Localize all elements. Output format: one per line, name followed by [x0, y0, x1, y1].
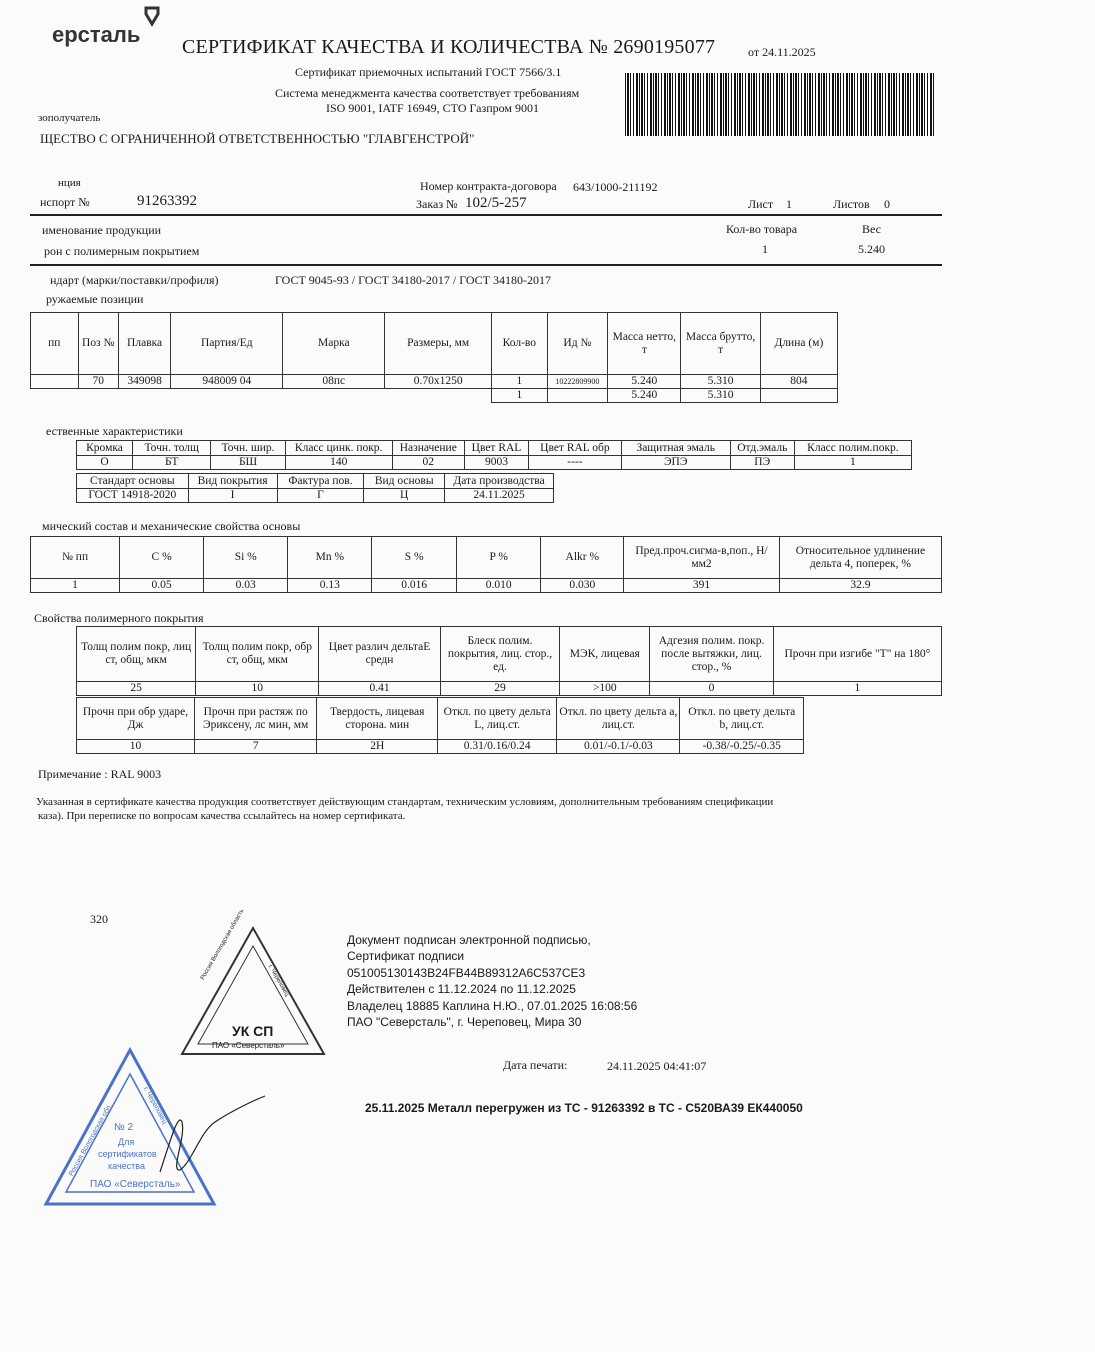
- quantity-value: 1: [762, 242, 768, 256]
- header-cell: Цвет RAL обр: [529, 441, 622, 456]
- header-cell: Точн. шир.: [211, 441, 285, 456]
- positions-table: [30, 312, 838, 403]
- header-cell: Толщ полим покр, обр ст, общ, мкм: [196, 627, 319, 682]
- weight-label: Вес: [862, 222, 881, 236]
- table-row: [31, 579, 942, 593]
- stamp-side-text: Россия Вологодская обл.: [68, 1102, 114, 1178]
- stamp-text: качества: [108, 1161, 145, 1171]
- certificate-title: СЕРТИФИКАТ КАЧЕСТВА И КОЛИЧЕСТВА № 2690195077: [182, 36, 716, 58]
- cell: 02: [392, 456, 464, 470]
- cell: 0.31/0.16/0.24: [438, 740, 557, 754]
- cell: 140: [285, 456, 392, 470]
- signature-cert-id: 051005130143B24FB44B89312A6C537CE3: [347, 965, 586, 980]
- coating-table-2: [76, 697, 804, 754]
- header-cell: Точн. толщ: [133, 441, 211, 456]
- empty-cell: [760, 389, 837, 403]
- remark: Примечание : RAL 9003: [38, 767, 162, 781]
- cell: 1: [491, 375, 547, 389]
- header-cell: Стандарт основы: [77, 474, 189, 489]
- header-cell: Размеры, мм: [385, 313, 492, 375]
- cell: БШ: [211, 456, 285, 470]
- cell: Г: [277, 489, 364, 503]
- reload-note: 25.11.2025 Металл перегружен из ТС - 91263392 в ТС - С520ВА39 ЕК440050: [365, 1101, 803, 1115]
- acceptance-test-note: Сертификат приемочных испытаний ГОСТ 7566/3.1: [295, 65, 562, 79]
- cell: 70: [78, 375, 118, 389]
- cell: 0.010: [456, 579, 541, 593]
- header-cell: Длина (м): [760, 313, 837, 375]
- cell: 9003: [464, 456, 528, 470]
- cell: 0.016: [372, 579, 457, 593]
- product-name: рон с полимерным покрытием: [44, 244, 200, 258]
- table-row: [77, 682, 942, 696]
- chemistry-table: [30, 536, 942, 593]
- empty-cell: [547, 389, 607, 403]
- header-cell: Цвет RAL: [464, 441, 528, 456]
- header-cell: Фактура пов.: [277, 474, 364, 489]
- stamp-text: сертификатов: [98, 1149, 157, 1159]
- quality-table-2: [76, 473, 554, 503]
- table-row: [77, 456, 912, 470]
- header-cell: пп: [31, 313, 79, 375]
- cell: 391: [624, 579, 780, 593]
- cell: 0.41: [319, 682, 440, 696]
- transport-number: 91263392: [137, 193, 197, 209]
- cell: ----: [529, 456, 622, 470]
- stamp-company: ПАО «Северсталь»: [90, 1179, 181, 1190]
- cell: 0.13: [288, 579, 372, 593]
- cell: 5.310: [681, 389, 760, 403]
- transport-label: нспорт №: [40, 195, 90, 209]
- quality-label: ественные характеристики: [46, 424, 183, 438]
- cell: 948009 04: [171, 375, 283, 389]
- table-header-row: [31, 537, 942, 579]
- header-cell: P %: [456, 537, 541, 579]
- logo-icon: [142, 6, 162, 30]
- signature-owner: Владелец 18885 Каплина Н.Ю., 07.01.2025 16:08:56: [347, 998, 638, 1013]
- company-logo: [22, 14, 162, 50]
- cell: 29: [440, 682, 560, 696]
- cell: 10222809900: [547, 375, 607, 389]
- cell: >100: [560, 682, 650, 696]
- signature-validity: Действителен с 11.12.2024 по 11.12.2025: [347, 982, 576, 997]
- cell: 1: [491, 389, 547, 403]
- header-cell: Вид основы: [364, 474, 445, 489]
- table-total-row: [31, 389, 838, 403]
- cell: Ц: [364, 489, 445, 503]
- header-cell: Партия/Ед: [171, 313, 283, 375]
- recipient-label: зополучатель: [38, 112, 101, 124]
- cell: 1: [794, 456, 911, 470]
- header-cell: C %: [120, 537, 204, 579]
- sheets-number: 0: [884, 197, 890, 211]
- stamp-side-text: Россия Вологодская область: [200, 908, 246, 981]
- station-label: нция: [58, 177, 81, 189]
- header-cell: Масса нетто, т: [608, 313, 681, 375]
- table-row: [77, 740, 804, 754]
- cell: -0.38/-0.25/-0.35: [680, 740, 804, 754]
- header-cell: Alkr %: [541, 537, 624, 579]
- certificate-date: от 24.11.2025: [748, 45, 816, 59]
- header-cell: Дата производства: [445, 474, 554, 489]
- header-cell: Кол-во: [491, 313, 547, 375]
- header-cell: Ид №: [547, 313, 607, 375]
- stamp-number: № 2: [114, 1122, 134, 1133]
- cell: 5.240: [608, 375, 681, 389]
- empty-cell: [31, 389, 492, 403]
- divider-bottom: [30, 264, 942, 266]
- product-name-label: именование продукции: [42, 223, 162, 237]
- standard-label: ндарт (марки/поставки/профиля): [50, 273, 219, 287]
- qms-note: Система менеджмента качества соответствует требованиям: [275, 86, 580, 100]
- cell: 10: [77, 740, 195, 754]
- cell: ЭПЭ: [621, 456, 730, 470]
- logo-text: ерсталь: [52, 22, 141, 47]
- header-cell: Пред.проч.сигма-в,поп., Н/мм2: [624, 537, 780, 579]
- weight-value: 5.240: [858, 242, 885, 256]
- stamp-company: ПАО «Северсталь»: [212, 1041, 285, 1050]
- cell: 7: [194, 740, 316, 754]
- table-row: [31, 375, 838, 389]
- sheets-label: Листов: [833, 197, 870, 211]
- conformity-text: Указанная в сертификате качества продукция соответствует действующим стандартам, техническим условиям, дополнительным требованиям спецификации: [36, 796, 774, 808]
- header-cell: Si %: [204, 537, 288, 579]
- header-cell: Твердость, лицевая сторона. мин: [317, 698, 438, 740]
- contract-number: 643/1000-211192: [573, 180, 658, 194]
- cell: 804: [760, 375, 837, 389]
- table-row: [77, 489, 554, 503]
- header-cell: Откл. по цвету дельта b, лиц.ст.: [680, 698, 804, 740]
- header-cell: МЭК, лицевая: [560, 627, 650, 682]
- header-cell: Цвет различ дельтаЕ средн: [319, 627, 440, 682]
- cell: 0: [650, 682, 773, 696]
- header-cell: Откл. по цвету дельта L, лиц.ст.: [438, 698, 557, 740]
- cell: О: [77, 456, 133, 470]
- cell: 10: [196, 682, 319, 696]
- sheet-label: Лист: [748, 197, 774, 211]
- cell: 24.11.2025: [445, 489, 554, 503]
- cell: 08пс: [283, 375, 385, 389]
- cell: 2H: [317, 740, 438, 754]
- chemistry-label: мический состав и механические свойства основы: [42, 519, 301, 533]
- header-cell: № пп: [31, 537, 120, 579]
- header-cell: Плавка: [118, 313, 170, 375]
- barcode: [625, 73, 935, 136]
- table-header-row: [77, 627, 942, 682]
- header-cell: Адгезия полим. покр. после вытяжки, лиц. стор., %: [650, 627, 773, 682]
- stamp-side-text: г. Череповец: [266, 964, 290, 998]
- header-cell: Откл. по цвету дельта a, лиц.ст.: [557, 698, 680, 740]
- cell: БТ: [133, 456, 211, 470]
- header-cell: Вид покрытия: [188, 474, 277, 489]
- cell: I: [188, 489, 277, 503]
- table-header-row: [77, 441, 912, 456]
- coating-table-1: [76, 626, 942, 696]
- code-number: 320: [90, 912, 108, 926]
- coating-label: Свойства полимерного покрытия: [34, 611, 204, 625]
- cell: 0.01/-0.1/-0.03: [557, 740, 680, 754]
- header-cell: Блеск полим. покрытия, лиц. стор., ед.: [440, 627, 560, 682]
- stamp-text: Для: [118, 1137, 135, 1147]
- cell: 349098: [118, 375, 170, 389]
- header-cell: Толщ полим покр, лиц ст, общ, мкм: [77, 627, 196, 682]
- cell: 0.03: [204, 579, 288, 593]
- quantity-label: Кол-во товара: [726, 222, 798, 236]
- header-cell: Прочн при изгибе "T" на 180°: [773, 627, 941, 682]
- signature-line: Сертификат подписи: [347, 949, 465, 964]
- cell: ГОСТ 14918-2020: [77, 489, 189, 503]
- cell: 32.9: [779, 579, 941, 593]
- stamp-main-text: УК СП: [232, 1023, 274, 1039]
- header-cell: Прочн при обр ударе, Дж: [77, 698, 195, 740]
- print-date: 24.11.2025 04:41:07: [607, 1059, 707, 1073]
- standard-value: ГОСТ 9045-93 / ГОСТ 34180-2017 / ГОСТ 34180-2017: [275, 273, 552, 287]
- order-label: Заказ №: [416, 197, 458, 211]
- cell: 1: [773, 682, 941, 696]
- signature-block: [347, 932, 637, 1030]
- header-cell: Защитная эмаль: [621, 441, 730, 456]
- cell: ПЭ: [730, 456, 794, 470]
- table-header-row: [77, 474, 554, 489]
- quality-table: [76, 440, 912, 470]
- stamp-uk-sp: [180, 908, 326, 1056]
- header-cell: Кромка: [77, 441, 133, 456]
- iso-note: ISO 9001, IATF 16949, СТО Газпром 9001: [326, 101, 540, 115]
- header-cell: Масса брутто, т: [681, 313, 760, 375]
- header-cell: S %: [372, 537, 457, 579]
- table-header-row: [77, 698, 804, 740]
- cell: 0.70х1250: [385, 375, 492, 389]
- header-cell: Класс полим.покр.: [794, 441, 911, 456]
- header-cell: Отд.эмаль: [730, 441, 794, 456]
- signature-line: Документ подписан электронной подписью,: [347, 933, 591, 947]
- table-header-row: [31, 313, 838, 375]
- signature-company: ПАО "Северсталь", г. Череповец, Мира 30: [347, 1015, 582, 1030]
- recipient-name: ЩЕСТВО С ОГРАНИЧЕННОЙ ОТВЕТСТВЕННОСТЬЮ "ГЛАВГЕНСТРОЙ": [40, 131, 475, 146]
- stamp-side-text: г. Череповец: [141, 1086, 168, 1126]
- header-cell: Поз №: [78, 313, 118, 375]
- header-cell: Назначение: [392, 441, 464, 456]
- divider-top: [30, 214, 942, 216]
- cell: 5.240: [608, 389, 681, 403]
- contract-label: Номер контракта-договора: [420, 179, 557, 193]
- header-cell: Относительное удлинение дельта 4, поперек, %: [779, 537, 941, 579]
- print-date-label: Дата печати:: [503, 1058, 568, 1072]
- handwritten-signature: [120, 1092, 270, 1182]
- header-cell: Марка: [283, 313, 385, 375]
- header-cell: Прочн при растяж по Эриксену, лс мин, мм: [194, 698, 316, 740]
- cell: 1: [31, 579, 120, 593]
- header-cell: Класс цинк. покр.: [285, 441, 392, 456]
- cell: 0.05: [120, 579, 204, 593]
- cell: 5.310: [681, 375, 760, 389]
- cell: [31, 375, 79, 389]
- header-cell: Mn %: [288, 537, 372, 579]
- conformity-text-2: каза). При переписке по вопросам качества ссылайтесь на номер сертификата.: [38, 810, 406, 822]
- order-number: 102/5-257: [465, 195, 527, 211]
- cell: 25: [77, 682, 196, 696]
- cell: 0.030: [541, 579, 624, 593]
- positions-label: ружаемые позиции: [46, 292, 144, 306]
- sheet-number: 1: [786, 197, 792, 211]
